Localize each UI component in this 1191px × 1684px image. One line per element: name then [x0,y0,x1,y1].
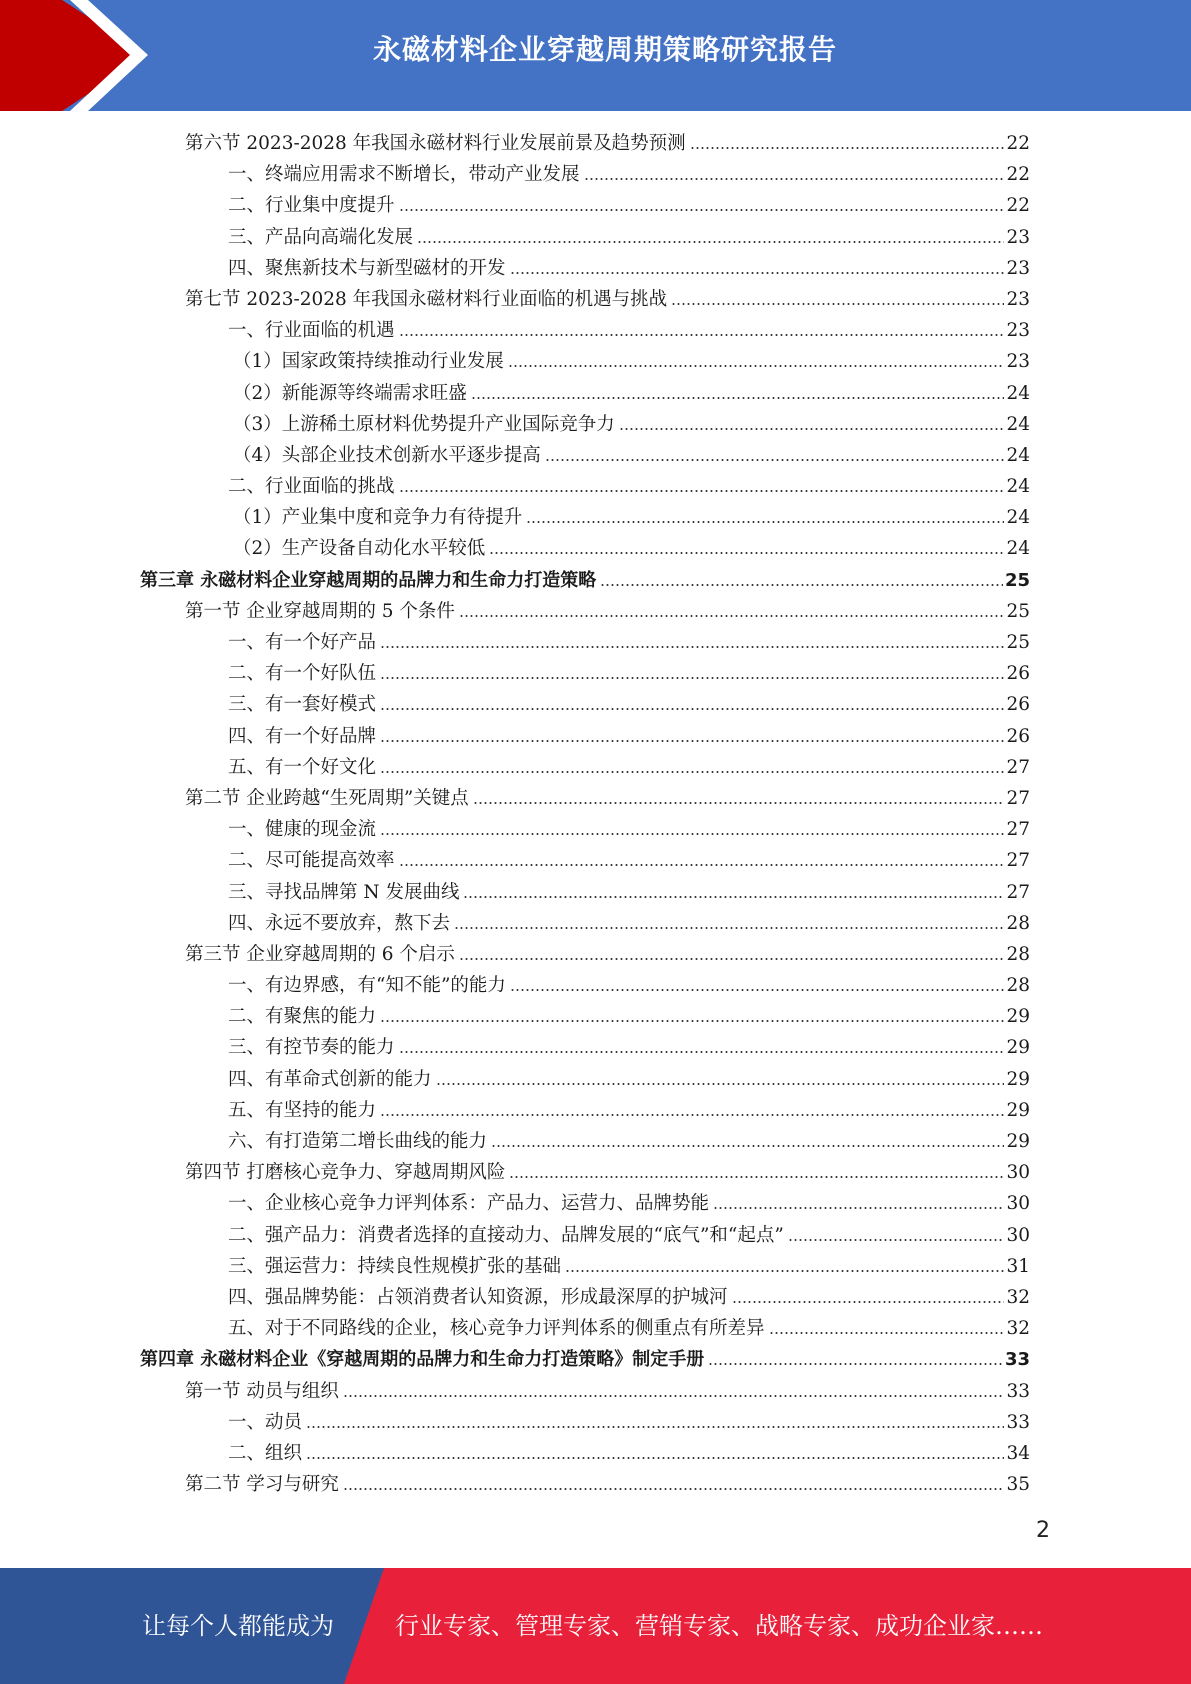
dot-leader [491,1145,1004,1147]
toc-item-row[interactable] [140,1313,1030,1344]
toc-entry-text: 第二节 学习与研究 [185,1474,339,1496]
toc-page-number: 23 [1006,226,1030,248]
toc-item-row[interactable] [140,1282,1030,1313]
toc-entry-text: 第三节 企业穿越周期的 6 个启示 [185,943,455,965]
toc-entry-text: 二、尽可能提高效率 [228,850,395,872]
toc-item-row[interactable] [140,533,1030,564]
toc-section-row[interactable] [140,596,1030,627]
dot-leader [708,1363,1003,1365]
toc-page-number: 31 [1006,1255,1030,1277]
toc-item-row[interactable] [140,502,1030,533]
toc-item-row[interactable] [140,752,1030,783]
toc-entry-text: 三、有一套好模式 [228,694,377,716]
toc-section-row[interactable] [140,939,1030,970]
toc-page-number: 27 [1006,881,1030,903]
toc-entry-text: 二、组织 [228,1442,303,1464]
toc-page-number: 25 [1004,569,1030,591]
toc-entry-text: 二、强产品力：消费者选择的直接动力、品牌发展的“底气”和“起点” [228,1224,784,1246]
slogan-right: 行业专家、管理专家、营销专家、战略专家、成功企业家…… [395,1612,1043,1640]
toc-item-row[interactable] [140,222,1030,253]
toc-entry-text: 一、动员 [228,1411,303,1433]
toc-page-number: 30 [1006,1224,1030,1246]
toc-page-number: 33 [1006,1411,1030,1433]
toc-chapter-row[interactable] [140,1344,1030,1375]
toc-entry-text: 五、有一个好文化 [228,756,377,778]
toc-page-number: 24 [1006,476,1030,498]
dot-leader [306,1457,1004,1459]
dot-leader [459,615,1005,617]
page-footer [0,1568,1191,1684]
dot-leader [713,1207,1004,1209]
toc-page-number: 29 [1006,1037,1030,1059]
toc-entry-text: （1）国家政策持续推动行业发展 [233,351,504,373]
toc-page-number: 29 [1006,1006,1030,1028]
toc-entry-text: 四、聚焦新技术与新型磁材的开发 [228,257,506,279]
toc-entry-text: （2）新能源等终端需求旺盛 [233,382,467,404]
toc-entry-text: （3）上游稀土原材料优势提升产业国际竞争力 [233,413,615,435]
toc-page-number: 24 [1006,538,1030,560]
dot-leader [473,802,1005,804]
dot-leader [526,521,1004,523]
dot-leader [545,459,1005,461]
toc-entry-text: 六、有打造第二增长曲线的能力 [228,1131,488,1152]
dot-leader [584,178,1005,180]
toc-item-row[interactable] [140,253,1030,284]
toc-item-row[interactable] [140,721,1030,752]
toc-page-number: 26 [1006,663,1030,685]
dot-leader [510,989,1005,991]
toc-page-number: 32 [1006,1318,1030,1340]
dot-leader [489,552,1004,554]
toc-entry-text: 第二节 企业跨越“生死周期”关键点 [185,787,469,809]
dot-leader [306,1426,1004,1428]
dot-leader [380,646,1004,648]
dot-leader [380,771,1004,773]
dot-leader [671,303,1004,305]
toc-section-row[interactable] [140,783,1030,814]
toc-page-number: 22 [1006,195,1030,217]
toc-item-row[interactable] [140,346,1030,377]
toc-entry-text: 五、有坚持的能力 [228,1099,377,1121]
toc-entry-text: 一、行业面临的机遇 [228,320,395,342]
toc-item-row[interactable] [140,1220,1030,1251]
toc-page-number: 33 [1004,1349,1030,1371]
toc-page-number: 29 [1006,1131,1030,1152]
toc-entry-text: 一、健康的现金流 [228,819,377,841]
toc-page-number: 29 [1006,1099,1030,1121]
toc-page-number: 27 [1006,850,1030,872]
toc-entry-text: 四、有一个好品牌 [228,725,377,747]
dot-leader [471,397,1005,399]
dot-leader [788,1239,1005,1241]
toc-entry-text: （2）生产设备自动化水平较低 [233,538,486,560]
dot-leader [343,1488,1005,1490]
toc-item-row[interactable] [140,814,1030,845]
toc-entry-text: 二、有聚焦的能力 [228,1006,377,1028]
toc-entry-text: 三、产品向高端化发展 [228,226,414,248]
toc-item-row[interactable] [140,159,1030,190]
dot-leader [459,958,1005,960]
report-title: 永磁材料企业穿越周期策略研究报告 [372,33,837,66]
dot-leader [619,428,1005,430]
toc-item-row[interactable] [140,378,1030,409]
dot-leader [454,927,1004,929]
toc-page-number: 23 [1006,288,1030,310]
toc-page-number: 26 [1006,694,1030,716]
toc-section-row[interactable] [140,1376,1030,1407]
toc-entry-text: 一、企业核心竞争力评判体系：产品力、运营力、品牌势能 [228,1193,710,1215]
toc-page-number: 33 [1006,1380,1030,1402]
toc-page-number: 22 [1006,164,1030,186]
toc-item-row[interactable] [140,471,1030,502]
slogan-left: 让每个人都能成为 [142,1612,334,1640]
toc-item-row[interactable] [140,440,1030,471]
toc-section-row[interactable] [140,1157,1030,1188]
toc-page-number: 23 [1006,351,1030,373]
toc-item-row[interactable] [140,315,1030,346]
toc-entry-text: 第六节 2023-2028 年我国永磁材料行业发展前景及趋势预测 [185,133,686,154]
toc-item-row[interactable] [140,1251,1030,1282]
toc-section-row[interactable] [140,1469,1030,1500]
dot-leader [380,740,1004,742]
dot-leader [399,490,1005,492]
toc-entry-text: 四、有革命式创新的能力 [228,1068,432,1090]
toc-page-number: 23 [1006,320,1030,342]
toc-page-number: 34 [1006,1442,1030,1464]
toc-page-number: 35 [1006,1474,1030,1496]
toc-page-number: 28 [1006,912,1030,934]
toc-item-row[interactable] [140,1126,1030,1157]
toc-page-number: 27 [1006,787,1030,809]
toc-item-row[interactable] [140,1032,1030,1063]
toc-page-number: 24 [1006,444,1030,466]
toc-page-number: 25 [1006,632,1030,653]
toc-page-number: 29 [1006,1068,1030,1090]
toc-item-row[interactable] [140,1095,1030,1126]
toc-entry-text: 第七节 2023-2028 年我国永磁材料行业面临的机遇与挑战 [185,288,668,310]
dot-leader [343,1395,1005,1397]
dot-leader [417,241,1004,243]
toc-entry-text: 二、行业集中度提升 [228,195,395,217]
toc-item-row[interactable] [140,627,1030,658]
dot-leader [463,896,1004,898]
toc-section-row[interactable] [140,284,1030,315]
toc-page-number: 25 [1006,600,1030,622]
toc-item-row[interactable] [140,658,1030,689]
dot-leader [509,1176,1004,1178]
dot-leader [732,1301,1005,1303]
dot-leader [380,833,1004,835]
toc-entry-text: 四、强品牌势能：占领消费者认知资源，形成最深厚的护城河 [228,1286,728,1308]
toc-chapter-row[interactable] [140,565,1030,596]
toc-item-row[interactable] [140,877,1030,908]
toc-entry-text: 第一节 企业穿越周期的 5 个条件 [185,600,455,622]
dot-leader [510,272,1005,274]
toc-item-row[interactable] [140,845,1030,876]
toc-page-number: 26 [1006,725,1030,747]
toc-entry-text: 一、终端应用需求不断增长，带动产业发展 [228,164,580,186]
dot-leader [436,1083,1005,1085]
dot-leader [399,864,1005,866]
toc-entry-text: 三、有控节奏的能力 [228,1037,395,1059]
toc-item-row[interactable] [140,908,1030,939]
toc-page-number: 28 [1006,975,1030,997]
toc-entry-text: （1）产业集中度和竞争力有待提升 [233,507,523,529]
toc-item-row[interactable] [140,1438,1030,1469]
toc-entry-text: 二、有一个好队伍 [228,663,377,685]
toc-item-row[interactable] [140,1001,1030,1032]
toc-page-number: 30 [1006,1193,1030,1215]
toc-entry-text: 三、强运营力：持续良性规模扩张的基础 [228,1255,562,1277]
toc-entry-text: 第四节 打磨核心竞争力、穿越周期风险 [185,1162,506,1184]
toc-page-number: 27 [1006,756,1030,778]
toc-page-number: 24 [1006,382,1030,404]
toc-entry-text: 第四章 永磁材料企业《穿越周期的品牌力和生命力打造策略》制定手册 [140,1349,705,1371]
toc-entry-text: 三、寻找品牌第 N 发展曲线 [228,881,460,903]
toc-entry-text: 四、永远不要放弃，熬下去 [228,912,451,934]
toc-item-row[interactable] [140,190,1030,221]
dot-leader [399,1051,1005,1053]
dot-leader [399,209,1005,211]
toc-entry-text: 一、有边界感，有“知不能”的能力 [228,975,506,997]
toc-section-row[interactable] [140,128,1030,159]
toc-page-number: 32 [1006,1286,1030,1308]
dot-leader [399,334,1005,336]
dot-leader [380,708,1004,710]
page-header [0,0,1191,111]
dot-leader [690,147,1005,149]
toc-item-row[interactable] [140,409,1030,440]
dot-leader [769,1332,1005,1334]
toc-entry-text: （4）头部企业技术创新水平逐步提高 [233,444,541,466]
toc-entry-text: 二、行业面临的挑战 [228,476,395,498]
dot-leader [508,365,1005,367]
toc-page-number: 22 [1006,133,1030,154]
toc-page-number: 28 [1006,943,1030,965]
page-number: 2 [1036,1518,1050,1543]
table-of-contents [140,128,1030,1500]
dot-leader [565,1270,1004,1272]
toc-entry-text: 第一节 动员与组织 [185,1380,339,1402]
toc-entry-text: 一、有一个好产品 [228,632,377,653]
dot-leader [600,584,1003,586]
toc-item-row[interactable] [140,1407,1030,1438]
dot-leader [380,1020,1004,1022]
toc-entry-text: 五、对于不同路线的企业，核心竞争力评判体系的侧重点有所差异 [228,1318,765,1340]
dot-leader [380,1114,1004,1116]
toc-page-number: 27 [1006,819,1030,841]
toc-entry-text: 第三章 永磁材料企业穿越周期的品牌力和生命力打造策略 [140,569,597,591]
dot-leader [380,677,1004,679]
toc-item-row[interactable] [140,689,1030,720]
toc-item-row[interactable] [140,970,1030,1001]
toc-item-row[interactable] [140,1064,1030,1095]
toc-page-number: 23 [1006,257,1030,279]
toc-page-number: 24 [1006,507,1030,529]
toc-page-number: 24 [1006,413,1030,435]
toc-item-row[interactable] [140,1188,1030,1219]
toc-page-number: 30 [1006,1162,1030,1184]
